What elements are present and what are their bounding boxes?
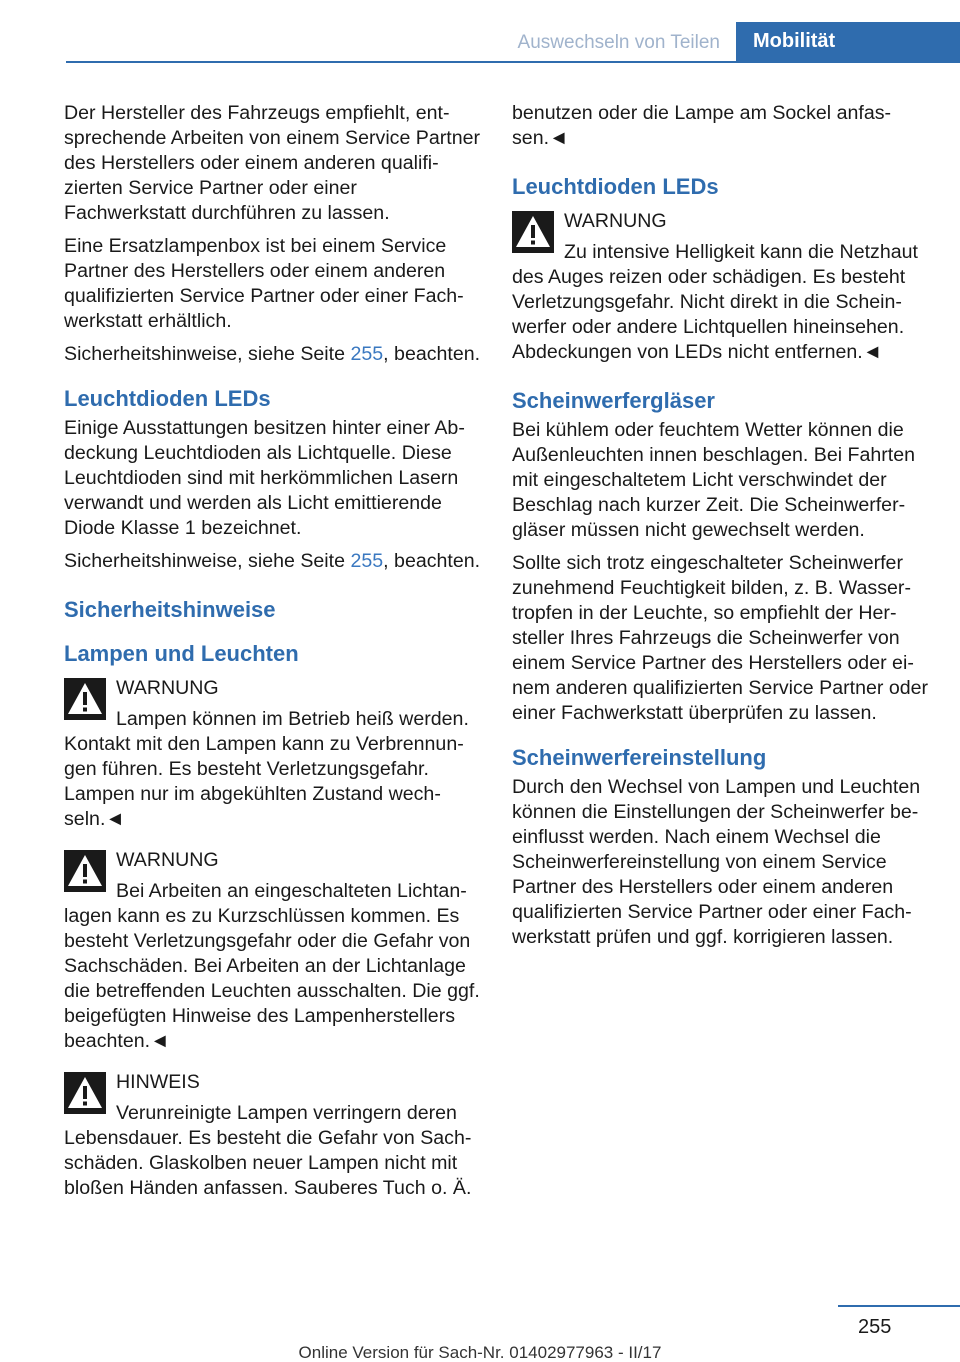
right-column [512, 101, 930, 958]
heading-lamps: Lampen und Leuchten [64, 641, 299, 666]
warning-icon [64, 678, 106, 720]
paragraph: Der Hersteller des Fahrzeugs empfiehlt, entsprechende Arbeiten von einem Service Partner des Herstellers oder einem anderen qualifizierten Service Partner oder einer Fachwerkstatt durchführen zu lassen. [64, 102, 481, 224]
note-box [64, 1070, 482, 1201]
warning-icon [64, 850, 106, 892]
page-number: 255 [858, 1316, 892, 1338]
page-header [0, 0, 960, 62]
paragraph: Eine Ersatzlampenbox ist bei einem Service Partner des Herstellers oder einem anderen qualifizierten Service Partner oder einer Fachwerkstatt erhältlich. [64, 235, 464, 332]
paragraph: Sollte sich trotz eingeschalteter Scheinwerfer zunehmend Feuchtigkeit bilden, z. B. Wassertropfen in der Leuchte, so empfiehlt der Hersteller Ihres Fahrzeugs die Scheinwerfer von einem Service Partner des Herstellers oder einem anderen qualifizierten Service Partner oder einer Fachwerkstatt überprüfen zu lassen. [512, 552, 929, 724]
note-label: HINWEIS [116, 1071, 200, 1093]
warning-text: Zu intensive Helligkeit kann die Netzhaut des Auges reizen oder schädigen. Es besteht Verletzungsgefahr. Nicht direkt in die Scheinwerfer oder andere Lichtquellen hineinsehen. Abdeckungen von LEDs nicht entfernen.◄ [512, 241, 918, 363]
warning-label: WARNUNG [116, 849, 219, 871]
warning-text: Bei Arbeiten an eingeschalteten Lichtanlagen kann es zu Kurzschlüssen kommen. Es besteht Verletzungsgefahr oder die Gefahr von Sachschäden. Bei Arbeiten an der Lichtanlage die betreffenden Leuchten ausschalten. Die ggf. beigefügten Hinweise des Lampenherstellers beachten.◄ [64, 880, 480, 1052]
paragraph: Durch den Wechsel von Lampen und Leuchten können die Einstellungen der Scheinwerfer beeinflusst werden. Nach einem Wechsel die Scheinwerfereinstellung von einem Service Partner des Herstellers oder einem anderen qualifizierten Service Partner oder einer Fachwerkstatt prüfen und ggf. korrigieren lassen. [512, 776, 921, 948]
paragraph: Einige Ausstattungen besitzen hinter einer Abdeckung Leuchtdioden als Lichtquelle. Diese Leuchtdioden sind mit herkömmlichen Lasern verwandt und werden als Licht emittierende Diode Klasse 1 bezeichnet. [64, 417, 465, 539]
heading-leds: Leuchtdioden LEDs [512, 174, 719, 199]
warning-label: WARNUNG [564, 210, 667, 232]
left-column [64, 101, 482, 1209]
section-title: Auswechseln von Teilen [517, 32, 720, 53]
paragraph: benutzen oder die Lampe am Sockel anfassen.◄ [512, 102, 892, 149]
paragraph-with-link: Sicherheitshinweise, siehe Seite 255, beachten. [64, 343, 481, 365]
heading-safety: Sicherheitshinweise [64, 597, 276, 622]
note-text: Verunreinigte Lampen verringern deren Lebensdauer. Es besteht die Gefahr von Sachschäden. Glaskolben neuer Lampen nicht mit bloßen Händen anfassen. Sauberes Tuch o. Ä. [64, 1102, 472, 1199]
paragraph: Bei kühlem oder feuchtem Wetter können die Außenleuchten innen beschlagen. Bei Fahrten mit eingeschaltetem Licht verschwindet der Beschlag nach kurzer Zeit. Die Scheinwerfergläser müssen nicht gewechselt werden. [512, 419, 916, 541]
heading-leds: Leuchtdioden LEDs [64, 386, 271, 411]
warning-icon [512, 211, 554, 253]
chapter-tab: Mobilität [736, 22, 960, 62]
heading-headlight-adjustment: Scheinwerfereinstellung [512, 745, 767, 770]
header-rule [66, 61, 960, 63]
warning-box [64, 676, 482, 832]
page-link[interactable]: 255 [350, 343, 384, 365]
warning-label: WARNUNG [116, 677, 219, 699]
warning-box [512, 209, 930, 365]
online-version-note: Online Version für Sach-Nr. 01402977963 - II/17 [298, 1343, 662, 1362]
heading-headlight-glass: Scheinwerfergläser [512, 388, 715, 413]
warning-box [64, 848, 482, 1054]
footer-rule [838, 1305, 960, 1307]
warning-text: Lampen können im Betrieb heiß werden. Kontakt mit den Lampen kann zu Verbrennungen führen. Es besteht Verletzungsgefahr. Lampen nur im abgekühlten Zustand wechseln.◄ [64, 708, 469, 830]
page-link[interactable]: 255 [350, 550, 384, 572]
paragraph-with-link: Sicherheitshinweise, siehe Seite 255, beachten. [64, 550, 481, 572]
warning-icon [64, 1072, 106, 1114]
